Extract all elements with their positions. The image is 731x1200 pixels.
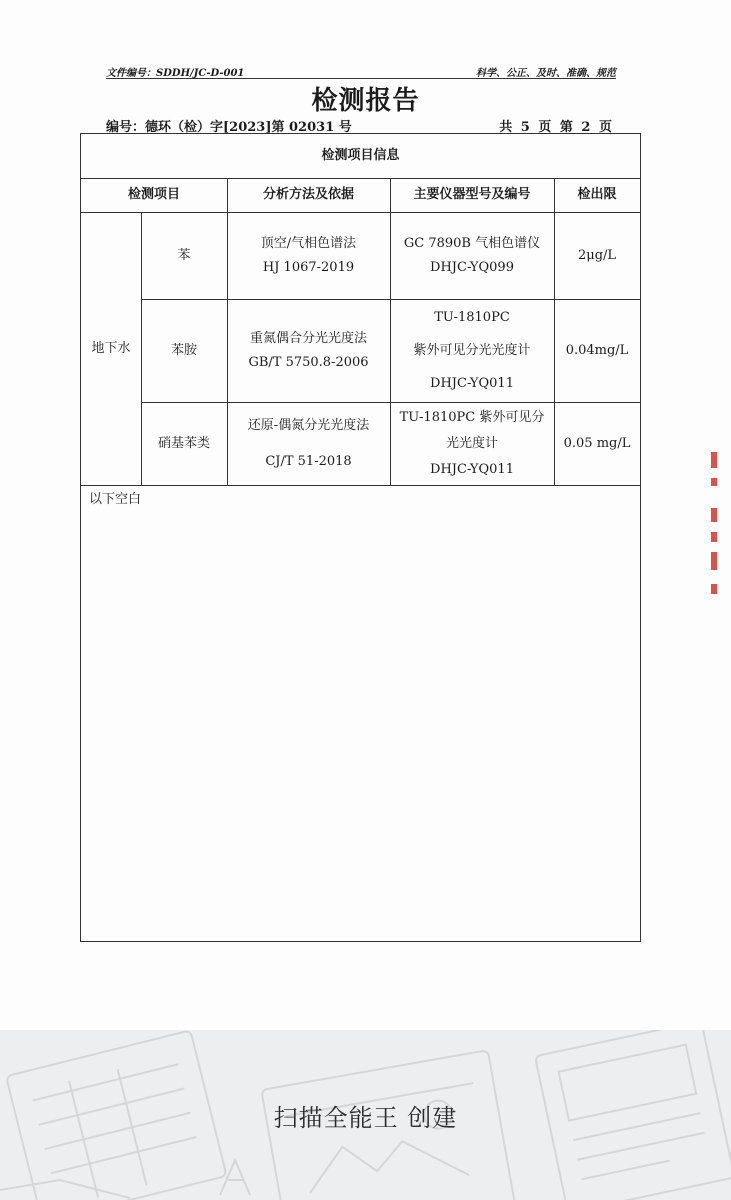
instrument-line: TU-1810PC — [434, 310, 510, 325]
limit-cell: 0.05 mg/L — [563, 435, 631, 451]
seal-edge-marks — [711, 452, 719, 602]
method-line: 重氮偶合分光光度法 — [249, 330, 367, 346]
method-cell — [227, 402, 390, 485]
inspection-table — [80, 133, 641, 942]
item-cell: 苯胺 — [170, 342, 197, 358]
motto: 科学、公正、及时、准确、规范 — [476, 68, 616, 79]
method-line: HJ 1067-2019 — [262, 259, 355, 275]
method-line: 顶空/气相色谱法 — [260, 235, 357, 251]
header-rule — [106, 78, 616, 79]
item-cell: 苯 — [177, 247, 191, 263]
report-number: 编号：德环（检）字[2023]第 02031 号 — [106, 120, 352, 135]
category-cell: 地下水 — [91, 340, 131, 356]
column-header: 检出限 — [577, 187, 617, 202]
table-caption: 检测项目信息 — [321, 148, 400, 163]
item-cell: 硝基苯类 — [157, 435, 210, 451]
method-cell — [227, 212, 390, 299]
column-header: 主要仪器型号及编号 — [413, 187, 531, 202]
instrument-line: DHJC-YQ011 — [430, 461, 514, 477]
instrument-line: GC 7890B 气相色谱仪 — [403, 235, 541, 251]
instrument-line: DHJC-YQ011 — [430, 376, 514, 391]
instrument-line: 光光度计 — [445, 435, 498, 451]
row-divider — [81, 485, 640, 486]
method-line: 还原-偶氮分光光度法 — [247, 417, 370, 433]
limit-cell: 0.04mg/L — [565, 342, 629, 358]
scanner-brand-label: 扫描全能王 创建 — [273, 1104, 458, 1132]
limit-cell: 2μg/L — [577, 247, 617, 263]
instrument-line: 紫外可见分光光度计 — [413, 343, 531, 358]
instrument-line: DHJC-YQ099 — [430, 259, 514, 275]
file-number: 文件编号：SDDH/JC-D-001 — [106, 68, 245, 79]
blank-below-note: 以下空白 — [89, 492, 142, 507]
instrument-cell — [390, 212, 554, 299]
page-info: 共 5 页 第 2 页 — [499, 120, 612, 135]
report-title: 检测报告 — [311, 86, 420, 116]
instrument-cell — [390, 299, 554, 402]
method-line: CJ/T 51-2018 — [265, 453, 352, 469]
column-header: 分析方法及依据 — [262, 187, 354, 202]
method-line: GB/T 5750.8-2006 — [248, 354, 369, 370]
instrument-line: TU-1810PC 紫外可见分 — [399, 409, 545, 425]
instrument-cell — [390, 402, 554, 485]
method-cell — [227, 299, 390, 402]
column-header: 检测项目 — [127, 187, 180, 202]
